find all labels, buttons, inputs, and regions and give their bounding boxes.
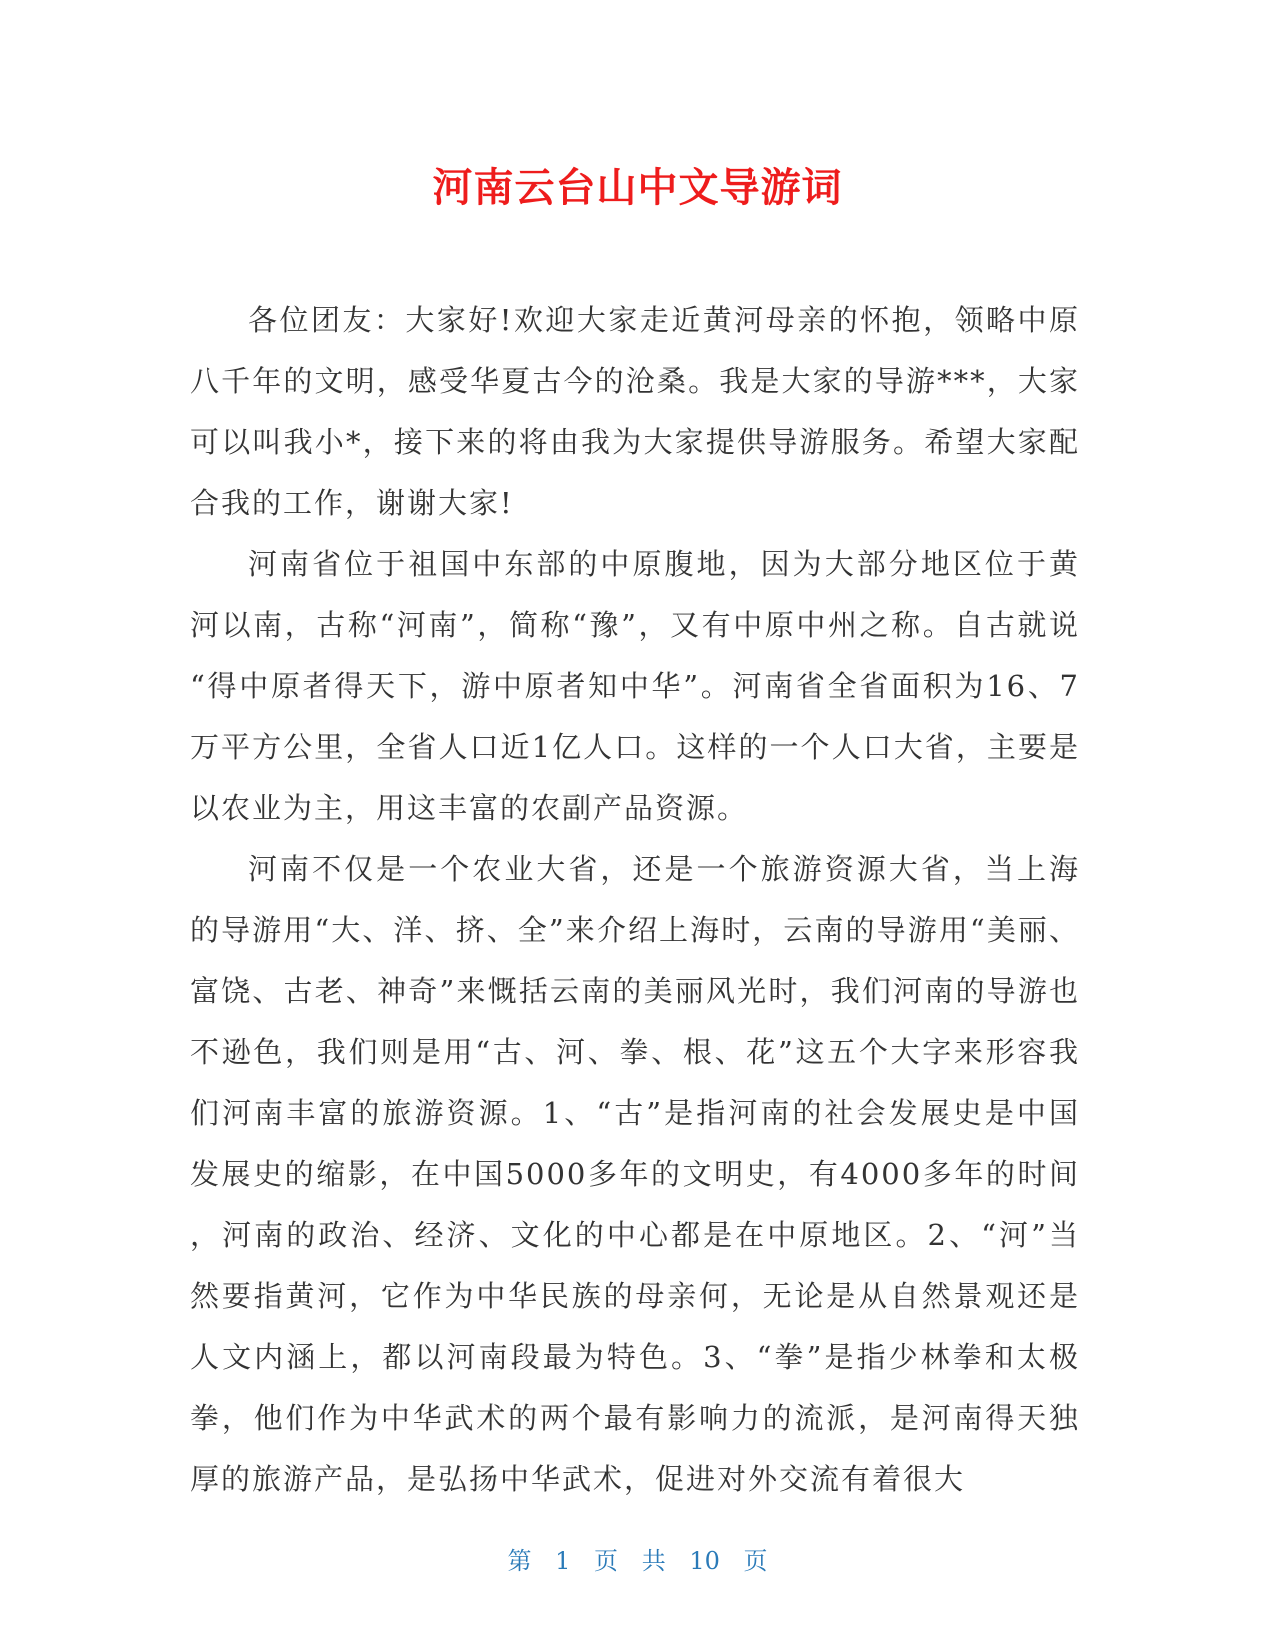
document-title: 河南云台山中文导游词 <box>432 165 843 211</box>
footer-page-word: 页 <box>594 1547 619 1575</box>
paragraph-greeting: 各位团友：大家好!欢迎大家走近黄河母亲的怀抱，领略中原八千年的文明，感受华夏古今的沧桑。我是大家的导游***，大家可以叫我小*，接下来的将由我为大家提供导游服务。希望大家配合我的工作，谢谢大家! <box>190 303 1080 520</box>
document-body <box>190 290 1080 1510</box>
footer-current-page: 1 <box>555 1547 571 1575</box>
footer-total-prefix: 共 <box>641 1547 666 1575</box>
paragraph-tourism-resources: 河南不仅是一个农业大省，还是一个旅游资源大省，当上海的导游用“大、洋、挤、全”来介绍上海时，云南的导游用“美丽、富饶、古老、神奇”来慨括云南的美丽风光时，我们河南的导游也不逊色，我们则是用“古、河、拳、根、花”这五个大字来形容我们河南丰富的旅游资源。1、“古”是指河南的社会发展史是中国发展史的缩影，在中国5000多年的文明史，有4000多年的时间，河南的政治、经济、文化的中心都是在中原地区。2、“河”当然要指黄河，它作为中华民族的母亲何，无论是从自然景观还是人文内涵上，都以河南段最为特色。3、“拳”是指少林拳和太极拳，他们作为中华武术的两个最有影响力的流派，是河南得天独厚的旅游产品，是弘扬中华武术，促进对外交流有着很大 <box>190 852 1080 1496</box>
footer-total-pages: 10 <box>689 1547 720 1575</box>
footer-prefix: 第 <box>507 1547 532 1575</box>
page-footer <box>0 1544 1275 1578</box>
footer-suffix: 页 <box>743 1547 768 1575</box>
paragraph-henan-overview: 河南省位于祖国中东部的中原腹地，因为大部分地区位于黄河以南，古称“河南”，简称“豫”，又有中原中州之称。自古就说“得中原者得天下，游中原者知中华”。河南省全省面积为16、7万平方公里，全省人口近1亿人口。这样的一个人口大省，主要是以农业为主，用这丰富的农副产品资源。 <box>190 547 1080 825</box>
